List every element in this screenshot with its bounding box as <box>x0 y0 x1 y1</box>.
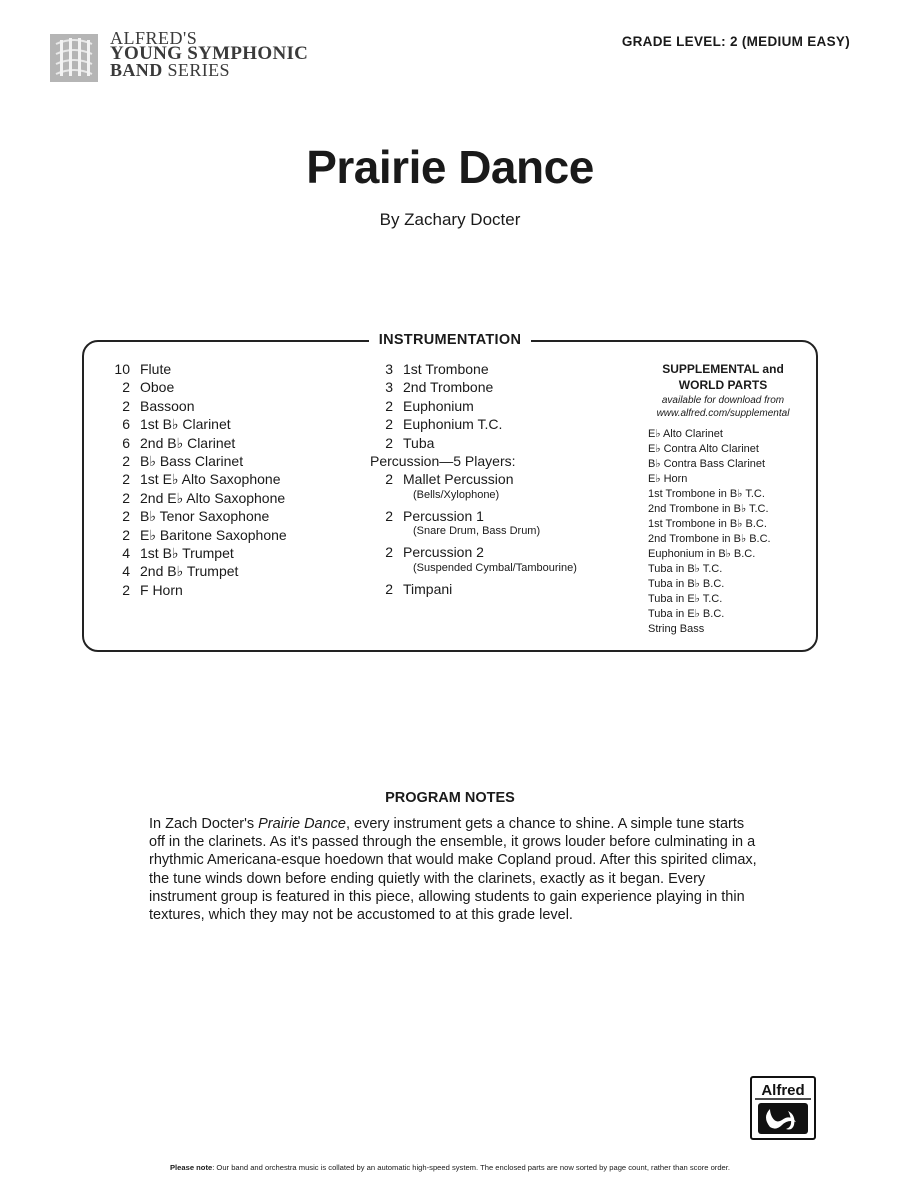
instrument-name: B♭ Tenor Saxophone <box>140 508 270 525</box>
supplemental-parts-list <box>648 427 771 637</box>
instrument-name: Euphonium <box>403 397 474 414</box>
instrument-name: Flute <box>140 361 172 377</box>
instrument-row <box>370 397 577 415</box>
series-name <box>110 30 308 78</box>
instrument-quantity: 2 <box>385 471 393 488</box>
instrument-row <box>98 562 287 580</box>
instrument-name: Mallet Percussion <box>403 471 514 488</box>
instrument-quantity: 2 <box>385 416 393 433</box>
supplemental-part: Euphonium in B♭ B.C. <box>648 548 756 560</box>
composer: By Zachary Docter <box>379 210 521 229</box>
supplemental-part: E♭ Contra Alto Clarinet <box>648 443 759 455</box>
instrument-name: Euphonium T.C. <box>403 416 503 433</box>
supplemental-part: 2nd Trombone in B♭ B.C. <box>648 533 771 545</box>
instrumentation-heading <box>0 331 900 349</box>
instrument-quantity: 4 <box>122 563 130 580</box>
instrument-row <box>370 415 577 433</box>
instrument-quantity: 2 <box>385 580 393 597</box>
percussion-row <box>370 580 577 598</box>
supplemental-heading-line2: WORLD PARTS <box>678 378 768 392</box>
supplemental-heading-line1: SUPPLEMENTAL and <box>662 362 784 376</box>
percussion-row <box>370 507 577 525</box>
supplemental-part: Tuba in B♭ T.C. <box>648 563 723 575</box>
instrument-row <box>98 378 287 396</box>
supplemental-part: 1st Trombone in B♭ B.C. <box>648 518 767 530</box>
instrument-row <box>98 544 287 562</box>
grade-level: GRADE LEVEL: 2 (MEDIUM EASY) <box>621 34 850 49</box>
instrument-quantity: 2 <box>385 544 393 561</box>
alfred-logo-text: Alfred <box>761 1082 805 1099</box>
notes-piece-title: Prairie Dance <box>258 816 346 832</box>
instrument-list-woodwinds <box>98 360 287 599</box>
instrument-quantity: 2 <box>122 453 130 470</box>
supplemental-url: www.alfred.com/supplemental <box>656 408 790 419</box>
instrument-row <box>98 581 287 599</box>
series-line-3-bold: BAND <box>110 60 163 80</box>
alfred-logo-icon <box>750 1076 816 1140</box>
instrument-row <box>98 360 287 378</box>
series-logo-icon <box>50 34 98 82</box>
instrument-name: 1st B♭ Clarinet <box>140 416 231 433</box>
percussion-row <box>370 543 577 561</box>
instrument-row <box>98 452 287 470</box>
instrument-list-brass-percussion <box>370 360 577 598</box>
supplemental-part: Tuba in E♭ T.C. <box>648 593 723 605</box>
notes-text-rest: , every instrument gets a chance to shine. A simple tune starts off in the clarinets. As it's passed through the ensemble, it grows louder before culminating in a rhythmic Americana-esque hoedown that would make Copland proud. After this spirited climax, the tune winds down before ending quietly with the clarinets, exactly as it began. Every instrument group is featured in this piece, allowing students to gain experience playing in thin textures, which they may not be accustomed to at this grade level. <box>149 816 757 924</box>
instrument-quantity: 6 <box>122 416 130 433</box>
instrument-name: 1st E♭ Alto Saxophone <box>140 471 281 488</box>
supplemental-part: Tuba in E♭ B.C. <box>648 608 725 620</box>
instrument-quantity: 2 <box>122 489 130 506</box>
supplemental-part: String Bass <box>648 623 705 635</box>
footer-note-text: : Our band and orchestra music is collated by an automatic high-speed system. The enclosed parts are now sorted by page count, rather than score order. <box>212 1163 730 1172</box>
percussion-heading: Percussion—5 Players: <box>370 453 516 470</box>
instrument-row <box>98 397 287 415</box>
instrument-name: 2nd E♭ Alto Saxophone <box>140 489 286 506</box>
instrument-name: Percussion 2 <box>403 544 484 561</box>
footer-note-label: Please note <box>169 1163 213 1172</box>
instrument-quantity: 2 <box>122 526 130 543</box>
instrument-row <box>98 489 287 507</box>
supplemental-part: 1st Trombone in B♭ T.C. <box>648 488 765 500</box>
instrumentation-heading-text: INSTRUMENTATION <box>369 332 532 348</box>
instrument-quantity: 10 <box>114 361 130 377</box>
instrument-name: 1st B♭ Trumpet <box>140 545 234 562</box>
supplemental-part: 2nd Trombone in B♭ T.C. <box>648 503 769 515</box>
instrument-name: 1st Trombone <box>403 361 489 377</box>
instrument-quantity: 2 <box>122 379 130 396</box>
instrument-row <box>370 360 577 378</box>
supplemental-part: Tuba in B♭ B.C. <box>648 578 725 590</box>
supplemental-part: E♭ Alto Clarinet <box>648 428 723 440</box>
notes-text-start: In Zach Docter's <box>149 816 259 832</box>
percussion-row <box>370 470 577 488</box>
series-line-2: YOUNG SYMPHONIC <box>110 43 309 64</box>
instrument-quantity: 6 <box>122 434 130 451</box>
instrument-row <box>370 434 577 452</box>
page-title: Prairie Dance <box>306 141 594 193</box>
supplemental-available-line1: available for download from <box>661 395 785 406</box>
program-notes-text <box>149 815 759 924</box>
supplemental-part: B♭ Contra Bass Clarinet <box>648 458 766 470</box>
supplemental-heading <box>640 361 806 393</box>
instrument-quantity: 2 <box>385 397 393 414</box>
series-line-3 <box>110 62 308 78</box>
instrument-quantity: 2 <box>122 581 130 598</box>
instrument-quantity: 3 <box>385 379 393 396</box>
instrument-row <box>98 507 287 525</box>
instrument-quantity: 3 <box>385 361 393 377</box>
percussion-detail: (Bells/Xylophone) <box>413 488 500 501</box>
supplemental-availability <box>640 394 806 420</box>
program-notes-heading: PROGRAM NOTES <box>385 790 515 806</box>
percussion-detail: (Suspended Cymbal/Tambourine) <box>413 561 577 574</box>
footer-note <box>0 1163 900 1172</box>
instrument-row <box>98 434 287 452</box>
instrument-name: Percussion 1 <box>403 507 484 524</box>
instrument-name: Bassoon <box>140 397 195 414</box>
instrument-name: 2nd Trombone <box>403 379 494 396</box>
instrument-quantity: 2 <box>385 507 393 524</box>
instrument-row <box>98 526 287 544</box>
percussion-detail: (Snare Drum, Bass Drum) <box>413 525 541 538</box>
instrument-quantity: 2 <box>122 508 130 525</box>
instrument-quantity: 2 <box>122 397 130 414</box>
instrument-name: B♭ Bass Clarinet <box>140 453 244 470</box>
instrument-name: 2nd B♭ Trumpet <box>140 563 239 580</box>
instrument-name: Tuba <box>403 434 435 451</box>
supplemental-part: E♭ Horn <box>648 473 688 485</box>
series-line-3-rest: SERIES <box>162 60 230 80</box>
series-line-1: ALFRED'S <box>110 28 198 48</box>
instrument-quantity: 4 <box>122 545 130 562</box>
instrument-row <box>98 470 287 488</box>
instrument-name: Oboe <box>140 379 175 396</box>
instrument-row <box>370 378 577 396</box>
instrument-name: Timpani <box>403 580 453 597</box>
instrument-quantity: 2 <box>122 471 130 488</box>
instrument-row <box>98 415 287 433</box>
instrument-name: E♭ Baritone Saxophone <box>140 526 287 543</box>
instrument-name: 2nd B♭ Clarinet <box>140 434 236 451</box>
instrument-name: F Horn <box>140 581 183 598</box>
instrument-quantity: 2 <box>385 434 393 451</box>
